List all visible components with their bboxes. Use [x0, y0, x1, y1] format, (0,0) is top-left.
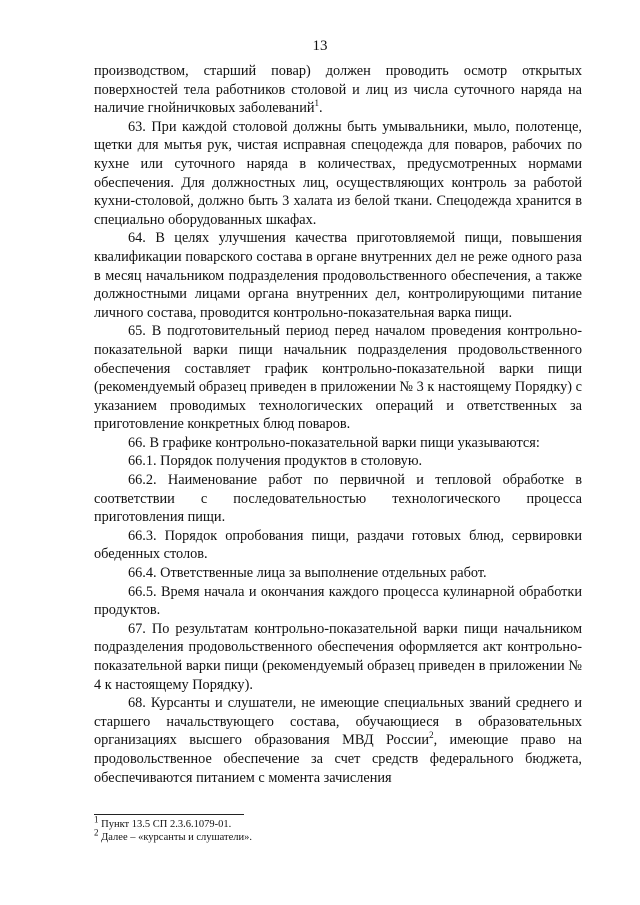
paragraph-64: 64. В целях улучшения качества приготовляемой пищи, повышения квалификации поварского состава в органе внутренних дел не реже одного раза в месяц начальником подразделения продовольственного обеспечения, а также должностными лицами органа внутренних дел, контролирующими питание личного состава, проводится контрольно-показательная варка пищи. — [94, 230, 582, 321]
page-number: 13 — [312, 38, 328, 54]
footnotes — [94, 814, 582, 844]
document-body — [94, 62, 582, 787]
paragraph-65: 65. В подготовительный период перед началом проведения контрольно-показательной варки пищи начальник подразделения продовольственного обеспечения составляет график контрольно-показательной варки пищи (рекомендуемый образец приведен в приложении № 3 к настоящему Порядку) с указанием проводимых технологических операций и ответственных за приготовление конкретных блюд поваров. — [94, 323, 582, 433]
paragraph-67: 67. По результатам контрольно-показательной варки пищи начальником подразделения продовольственного обеспечения оформляется акт контрольно-показательной варки пищи (рекомендуемый образец приведен в приложении № 4 к настоящему Порядку). — [94, 620, 582, 693]
paragraph-66-2: 66.2. Наименование работ по первичной и тепловой обработке в соответствии с последовательностью технологического процесса приготовления пищи. — [94, 472, 582, 526]
paragraph-66-3: 66.3. Порядок опробования пищи, раздачи готовых блюд, сервировки обеденных столов. — [94, 527, 582, 563]
footnote-divider — [94, 814, 244, 815]
paragraph-66: 66. В графике контрольно-показательной варки пищи указываются: — [128, 434, 540, 451]
paragraph-66-4: 66.4. Ответственные лица за выполнение отдельных работ. — [128, 565, 487, 582]
paragraph-68: 68. Курсанты и слушатели, не имеющие специальных званий среднего и старшего начальствующего состава, обучающиеся в образовательных организациях высшего образования МВД России$^2$, имеющие право на продовольственное обеспечение за счет средств федерального бюджета, обеспечиваются питанием с момента зачисления — [94, 695, 582, 786]
footnote-2: $^2$ Далее – «курсанты и слушатели». — [94, 827, 252, 843]
paragraph-66-5: 66.5. Время начала и окончания каждого процесса кулинарной обработки продуктов. — [94, 583, 582, 619]
paragraph-63: 63. При каждой столовой должны быть умывальники, мыло, полотенце, щетки для мытья рук, чистая исправная спецодежда для поваров, рабочих по кухне или суточного наряда в количествах, предусмотренных нормами обеспечения. Для должностных лиц, осуществляющих контроль за работой кухни-столовой, должно быть 3 халата из белой ткани. Спецодежда хранится в специально оборудованных шкафах. — [94, 118, 582, 228]
footnote-ref-2: 2 — [429, 730, 434, 741]
footnote-1: $^1$ Пункт 13.5 СП 2.3.6.1079-01. — [94, 814, 232, 830]
paragraph-66-1: 66.1. Порядок получения продуктов в столовую. — [128, 453, 423, 470]
paragraph-continuation: производством, старший повар) должен проводить осмотр открытых поверхностей тела работников столовой и лиц из числа суточного наряда на наличие гнойничковых заболеваний$^1$. — [94, 63, 582, 117]
footnote-ref-1: 1 — [314, 98, 319, 109]
